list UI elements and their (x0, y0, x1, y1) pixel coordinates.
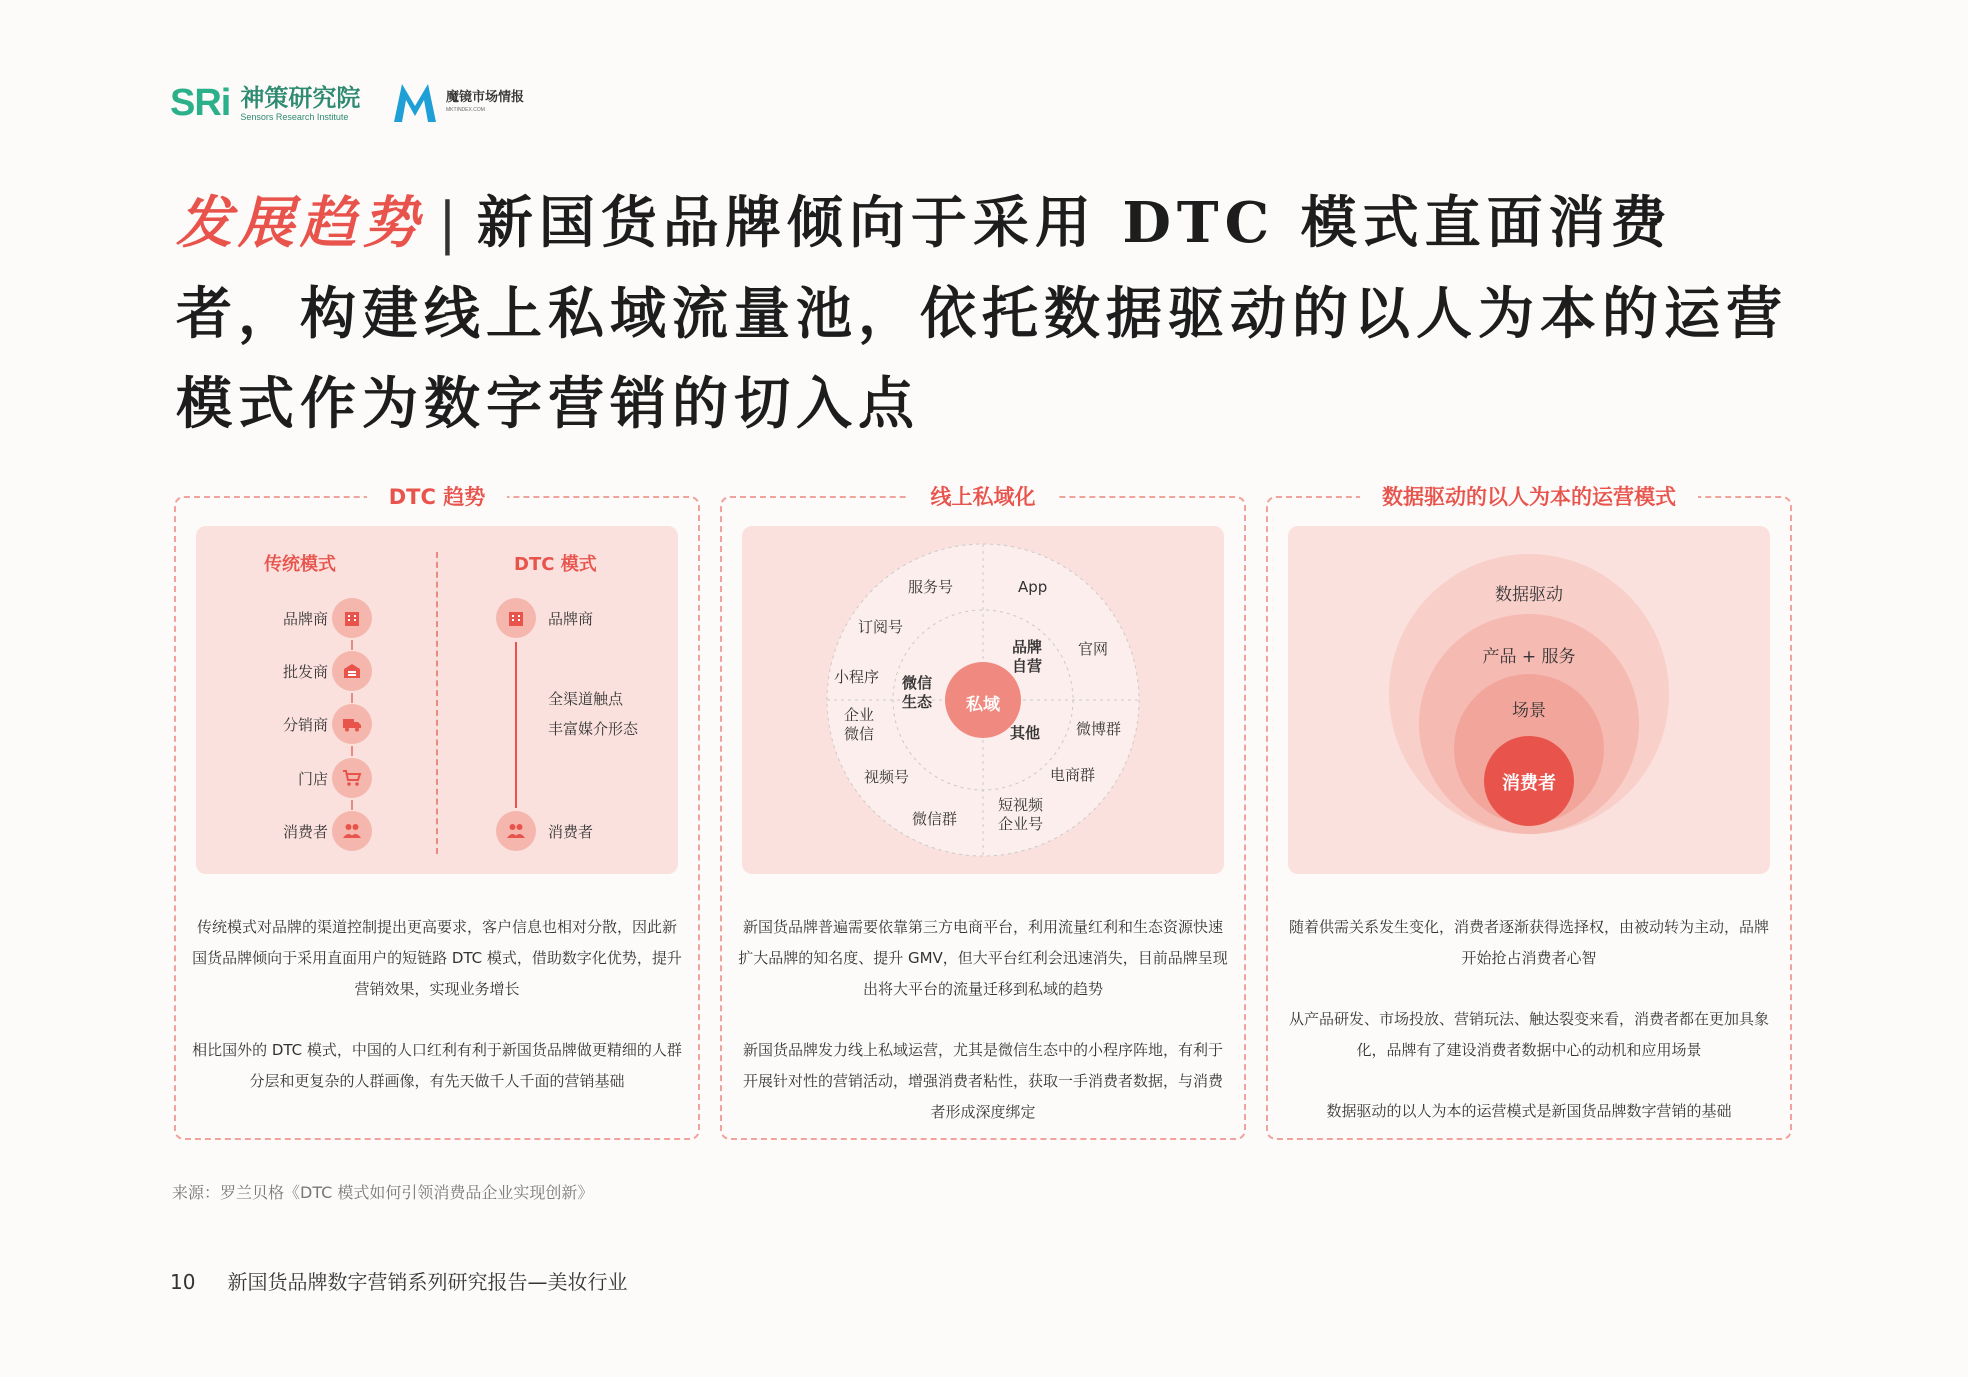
dtc-label-touchpoints: 全渠道触点 (548, 690, 624, 708)
cart-icon (332, 758, 372, 798)
data-desc-1: 随着供需关系发生变化，消费者逐渐获得选择权，由被动转为主动，品牌开始抢占消费者心智 (1288, 918, 1769, 967)
data-desc-2: 从产品研发、市场投放、营销玩法、触达裂变来看，消费者都在更加具象化，品牌有了建设消费者数据中心的动机和应用场景 (1288, 1010, 1769, 1059)
ring-label-scene: 场景 (1512, 701, 1546, 721)
trad-label-consumer: 消费者 (282, 823, 328, 841)
dtc-direct-arrow (515, 642, 517, 808)
quadrant-other: 其他 (1010, 724, 1041, 742)
dtc-desc-2: 相比国外的 DTC 模式，中国的人口红利有利于新国货品牌做更精细的人群分层和更复杂的人群画像，有先天做千人千面的营销基础 (192, 1041, 682, 1090)
building-icon (332, 598, 372, 638)
dtc-label-consumer: 消费者 (548, 823, 594, 841)
quadrant-wechat: 微信 生态 (902, 674, 933, 711)
page-footer (170, 1266, 627, 1295)
private-desc-2: 新国货品牌发力线上私域运营，尤其是微信生态中的小程序阵地，有利于开展针对性的营销活动，增强消费者粘性，获取一手消费者数据，与消费者形成深度绑定 (742, 1041, 1223, 1121)
truck-icon (332, 704, 372, 744)
people-icon (332, 811, 372, 851)
ring-label-consumer: 消费者 (1502, 773, 1556, 794)
sri-logo-name: 神策研究院 (240, 83, 361, 112)
mktindex-logo-name: 魔镜市场情报 (446, 90, 525, 105)
sri-logo-mark: SRi (170, 82, 231, 124)
label-ecommerce-group: 电商群 (1050, 766, 1096, 784)
people-icon (496, 811, 536, 851)
data-description (1284, 912, 1774, 1157)
private-domain-diagram (742, 526, 1224, 874)
label-service-account: 服务号 (908, 578, 954, 596)
headline-text: 新国货品牌倾向于采用 DTC 模式直面消费者，构建线上私域流量池，依托数据驱动的以人为本的运营模式作为数字营销的切入点 (176, 190, 1788, 437)
panel-dtc-trend (174, 485, 700, 1140)
label-short-video: 短视频 企业号 (998, 796, 1044, 833)
source-note: 来源：罗兰贝格《DTC 模式如何引领消费品企业实现创新》 (172, 1183, 594, 1202)
sri-logo-en: Sensors Research Institute (240, 111, 349, 122)
private-domain-center: 私域 (966, 695, 1000, 715)
warehouse-icon (332, 651, 372, 691)
trad-label-wholesaler: 批发商 (282, 663, 328, 681)
dtc-mode-title: DTC 模式 (514, 554, 597, 575)
panel-data-title: 数据驱动的以人为本的运营模式 (1360, 485, 1698, 509)
trad-label-brand: 品牌商 (282, 610, 328, 628)
mode-divider (436, 552, 438, 854)
report-title: 新国货品牌数字营销系列研究报告—美妆行业 (227, 1270, 628, 1294)
sri-logo (170, 82, 360, 125)
ring-label-product-service: 产品 + 服务 (1482, 647, 1576, 667)
ring-label-data-driven: 数据驱动 (1495, 585, 1563, 605)
dtc-diagram (196, 526, 678, 874)
panel-data-driven (1266, 485, 1792, 1140)
label-channels: 视频号 (864, 768, 910, 786)
building-icon (496, 598, 536, 638)
label-weibo-group: 微博群 (1076, 720, 1122, 738)
dtc-label-brand: 品牌商 (548, 610, 594, 628)
headline-separator: | (438, 191, 463, 256)
private-desc-1: 新国货品牌普遍需要依靠第三方电商平台，利用流量红利和生态资源快速扩大品牌的知名度、提升 GMV，但大平台红利会迅速消失，目前品牌呈现出将大平台的流量迁移到私域的趋势 (738, 918, 1228, 998)
headline-emphasis: 发展趋势 (176, 190, 424, 256)
trad-label-store: 门店 (297, 770, 328, 788)
dtc-desc-1: 传统模式对品牌的渠道控制提出更高要求，客户信息也相对分散，因此新国货品牌倾向于采用直面用户的短链路 DTC 模式，借助数字化优势，提升营销效果，实现业务增长 (192, 918, 682, 998)
label-wecom: 企业 微信 (844, 706, 875, 743)
quadrant-brand-owned: 品牌 自营 (1012, 638, 1043, 675)
mktindex-logo (392, 80, 524, 124)
label-subscription-account: 订阅号 (858, 618, 904, 636)
panel-private-domain (720, 485, 1246, 1140)
label-mini-program: 小程序 (834, 668, 880, 686)
label-app: App (1018, 578, 1048, 596)
mktindex-logo-en: MKTINDEX.COM (446, 107, 485, 113)
dtc-description (192, 912, 682, 1127)
panel-private-title: 线上私域化 (909, 485, 1058, 509)
private-description (738, 912, 1228, 1158)
page-number: 10 (170, 1270, 196, 1294)
data-desc-3: 数据驱动的以人为本的运营模式是新国货品牌数字营销的基础 (1326, 1102, 1732, 1120)
dtc-label-media: 丰富媒介形态 (548, 720, 639, 738)
data-driven-diagram (1288, 526, 1770, 874)
trad-label-distributor: 分销商 (282, 716, 328, 734)
panel-dtc-title: DTC 趋势 (367, 485, 507, 509)
traditional-mode-title: 传统模式 (264, 554, 336, 575)
label-wechat-group: 微信群 (912, 810, 958, 828)
label-official-site: 官网 (1078, 640, 1109, 658)
mktindex-logo-mark (392, 80, 438, 124)
page-headline (176, 178, 1796, 449)
